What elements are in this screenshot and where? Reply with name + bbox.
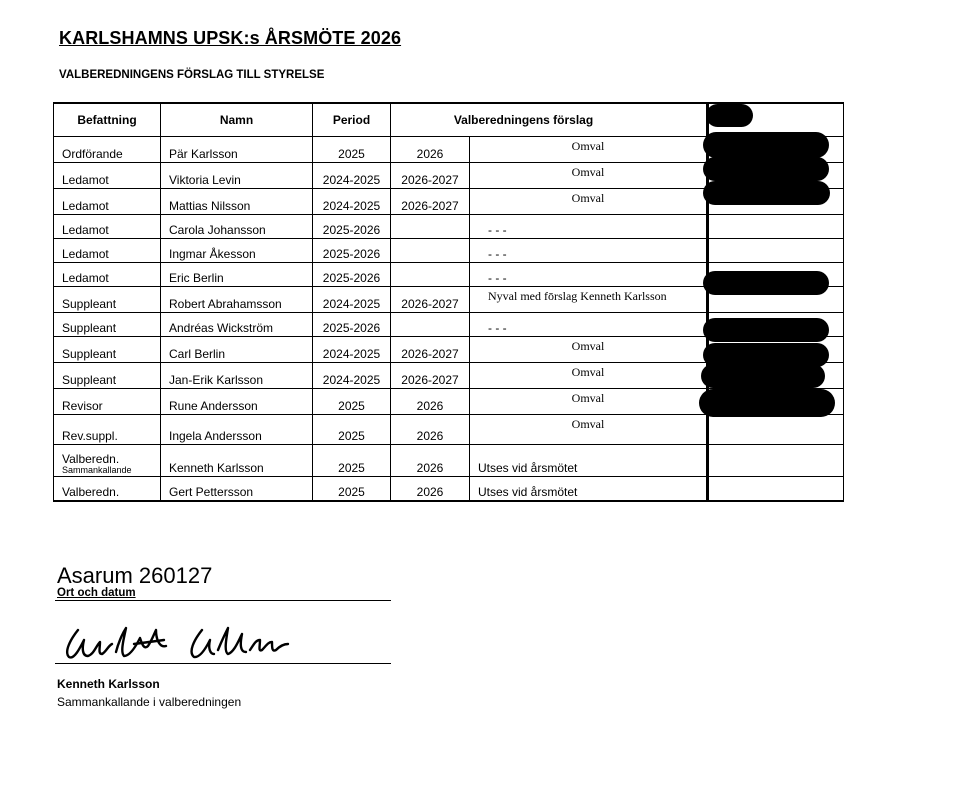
redaction-mark [703,132,829,158]
position-label: Valberedn. [62,452,120,466]
position-sublabel: Sammankallande [62,465,132,475]
cell-name: Carola Johansson [161,215,313,239]
position-label: Ledamot [62,247,109,261]
cell-next-period: 2026 [391,477,470,502]
cell-period: 2024-2025 [313,189,391,215]
cell-proposal: Omval [470,389,708,415]
cell-extra [708,477,844,502]
cell-position [54,215,161,239]
table-row [54,215,844,239]
cell-position [54,477,161,502]
place-date-label: Ort och datum [57,587,136,599]
cell-period: 2024-2025 [313,337,391,363]
cell-next-period: 2026 [391,445,470,477]
cell-extra [708,215,844,239]
cell-next-period: 2026 [391,137,470,163]
cell-period: 2025 [313,389,391,415]
cell-name: Eric Berlin [161,263,313,287]
redaction-mark [703,271,829,295]
cell-proposal: Omval [470,137,708,163]
position-label: Ledamot [62,271,109,285]
position-label: Ledamot [62,199,109,213]
cell-name: Jan-Erik Karlsson [161,363,313,389]
cell-next-period: 2026-2027 [391,163,470,189]
position-label: Valberedn. [62,485,120,499]
cell-next-period: 2026 [391,389,470,415]
cell-proposal: Nyval med fōrslag Kenneth Karlsson [470,287,708,313]
cell-name: Kenneth Karlsson [161,445,313,477]
cell-next-period: 2026-2027 [391,287,470,313]
cell-proposal: Omval [470,363,708,389]
cell-period: 2025-2026 [313,239,391,263]
cell-next-period [391,215,470,239]
cell-proposal: - - - [470,239,708,263]
redaction-mark [706,104,753,127]
cell-name: Robert Abrahamsson [161,287,313,313]
table-row [54,445,844,477]
cell-position [54,163,161,189]
cell-proposal: - - - [470,215,708,239]
signer-name: Kenneth Karlsson [57,677,160,691]
cell-proposal: Omval [470,415,708,445]
cell-proposal: - - - [470,313,708,337]
cell-name: Carl Berlin [161,337,313,363]
position-label: Revisor [62,399,103,413]
redaction-mark [699,389,835,417]
cell-position [54,445,161,477]
cell-proposal: Utses vid årsmötet [470,445,708,477]
cell-next-period: 2026-2027 [391,363,470,389]
header-period: Period [313,103,391,137]
position-label: Suppleant [62,321,117,335]
cell-period: 2024-2025 [313,163,391,189]
cell-next-period [391,313,470,337]
cell-position [54,389,161,415]
cell-next-period: 2026-2027 [391,189,470,215]
cell-next-period: 2026 [391,415,470,445]
redaction-mark [701,364,825,388]
cell-period: 2025-2026 [313,313,391,337]
position-label: Ordförande [62,147,123,161]
position-label: Rev.suppl. [62,429,118,443]
cell-period: 2024-2025 [313,363,391,389]
handwritten-signature [60,622,300,664]
cell-extra [708,445,844,477]
cell-name: Viktoria Levin [161,163,313,189]
redaction-mark [703,157,829,181]
signature-line [55,663,391,664]
cell-position [54,137,161,163]
redaction-mark [703,318,829,342]
table-row [54,239,844,263]
cell-proposal: Utses vid årsmötet [470,477,708,502]
place-and-date: Asarum 260127 [57,563,213,588]
position-label: Suppleant [62,347,117,361]
cell-name: Rune Andersson [161,389,313,415]
cell-period: 2025-2026 [313,263,391,287]
cell-position [54,263,161,287]
table-row [54,477,844,502]
cell-period: 2024-2025 [313,287,391,313]
cell-name: Gert Pettersson [161,477,313,502]
header-position: Befattning [54,103,161,137]
cell-name: Ingela Andersson [161,415,313,445]
cell-position [54,239,161,263]
cell-proposal: Omval [470,189,708,215]
cell-next-period: 2026-2027 [391,337,470,363]
cell-position [54,189,161,215]
cell-name: Ingmar Åkesson [161,239,313,263]
cell-position [54,337,161,363]
place-date-line [55,600,391,601]
cell-extra [708,415,844,445]
cell-position [54,287,161,313]
cell-period: 2025 [313,477,391,502]
cell-extra [708,239,844,263]
cell-name: Andréas Wickström [161,313,313,337]
cell-position [54,415,161,445]
document-subtitle: VALBEREDNINGENS FÖRSLAG TILL STYRELSE [59,69,325,81]
position-label: Suppleant [62,297,117,311]
redaction-mark [703,181,830,205]
cell-position [54,363,161,389]
cell-name: Mattias Nilsson [161,189,313,215]
cell-position [54,313,161,337]
cell-period: 2025-2026 [313,215,391,239]
cell-proposal: - - - [470,263,708,287]
header-proposal: Valberedningens förslag [391,103,708,137]
cell-name: Pär Karlsson [161,137,313,163]
cell-next-period [391,263,470,287]
cell-period: 2025 [313,415,391,445]
position-label: Suppleant [62,373,117,387]
cell-period: 2025 [313,137,391,163]
position-label: Ledamot [62,173,109,187]
cell-proposal: Omval [470,337,708,363]
table-row [54,415,844,445]
header-name: Namn [161,103,313,137]
signer-role: Sammankallande i valberedningen [57,695,242,709]
document-title: KARLSHAMNS UPSK:s ÅRSMÖTE 2026 [59,28,402,48]
cell-proposal: Omval [470,163,708,189]
cell-next-period [391,239,470,263]
cell-period: 2025 [313,445,391,477]
position-label: Ledamot [62,223,109,237]
